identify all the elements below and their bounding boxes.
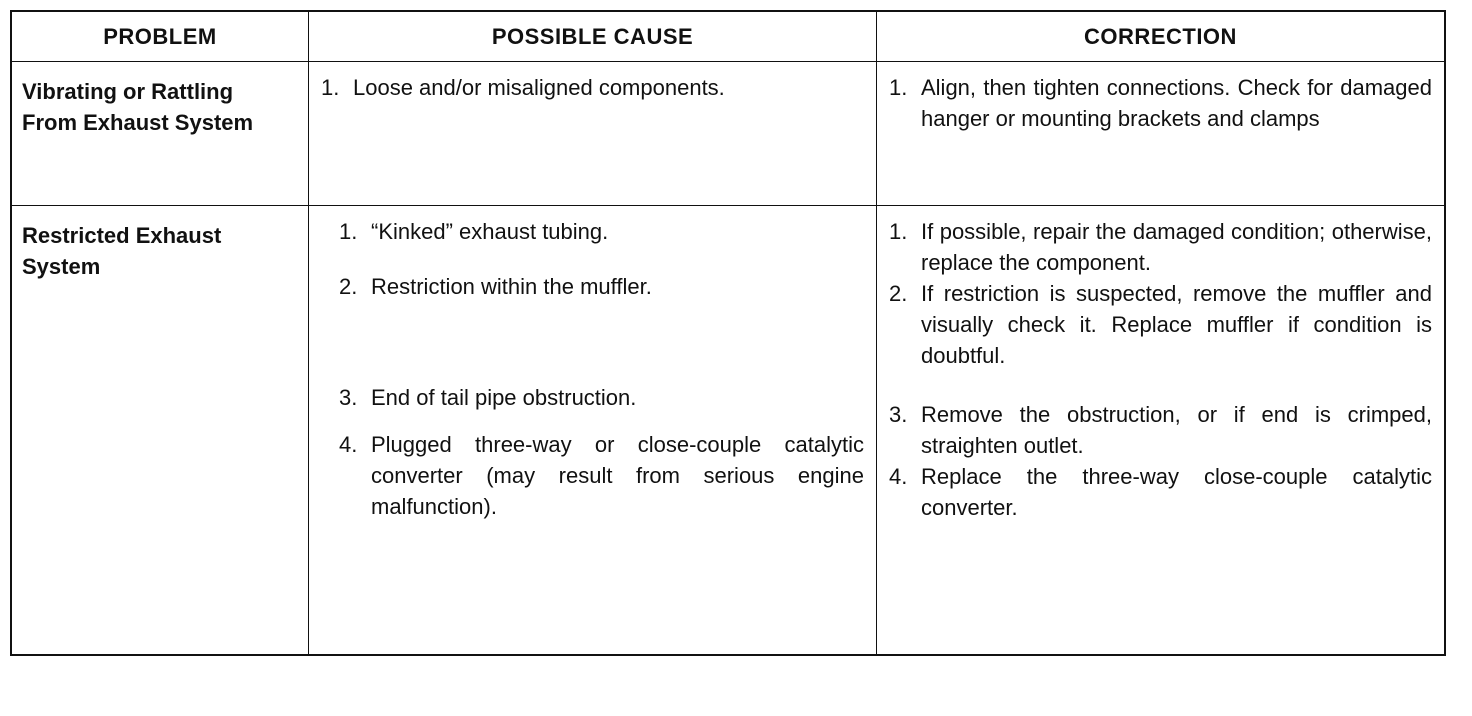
correction-item [889, 399, 1432, 461]
item-number: 1. [339, 219, 358, 244]
correction-cell [877, 62, 1444, 206]
header-problem: PROBLEM [12, 12, 309, 62]
item-number: 3. [339, 385, 358, 410]
item-number: 4. [339, 432, 358, 457]
item-text: “Kinked” exhaust tubing. [371, 219, 609, 244]
item-number: 2. [339, 274, 358, 299]
problem-text: Restricted Exhaust System [22, 223, 222, 279]
item-number: 1. [889, 75, 908, 100]
item-text: Replace the three-way close-couple catalytic converter. [921, 464, 1432, 520]
item-number: 4. [889, 464, 908, 489]
cause-item [339, 429, 864, 522]
correction-cell [877, 206, 1444, 654]
item-text: If restriction is suspected, remove the muffler and visually check it. Replace muffler if condition is doubtful. [921, 281, 1432, 368]
cause-cell [309, 62, 877, 206]
item-number: 2. [889, 281, 908, 306]
header-possible-cause: POSSIBLE CAUSE [309, 12, 877, 62]
problem-cell [12, 206, 309, 654]
item-text: Restriction within the muffler. [371, 274, 652, 299]
problem-cell [12, 62, 309, 206]
correction-item [889, 72, 1432, 134]
item-number: 1. [321, 75, 340, 100]
cause-item [339, 271, 864, 302]
item-text: Loose and/or misaligned components. [353, 75, 725, 100]
cause-cell [309, 206, 877, 654]
cause-item [321, 72, 864, 103]
item-number: 1. [889, 219, 908, 244]
item-text: Plugged three-way or close-couple catalytic converter (may result from serious engine malfunction). [371, 432, 864, 519]
item-text: End of tail pipe obstruction. [371, 385, 637, 410]
item-number: 3. [889, 402, 908, 427]
correction-item [889, 216, 1432, 278]
correction-item [889, 461, 1432, 523]
problem-text: Vibrating or Rattling From Exhaust System [22, 79, 254, 135]
troubleshooting-table [10, 10, 1446, 656]
item-text: Remove the obstruction, or if end is crimped, straighten outlet. [921, 402, 1432, 458]
item-text: Align, then tighten connections. Check for damaged hanger or mounting brackets and clamps [921, 75, 1432, 131]
cause-item [339, 216, 864, 247]
item-text: If possible, repair the damaged condition; otherwise, replace the component. [921, 219, 1432, 275]
header-correction: CORRECTION [877, 12, 1444, 62]
cause-item [339, 382, 864, 413]
correction-item [889, 278, 1432, 371]
